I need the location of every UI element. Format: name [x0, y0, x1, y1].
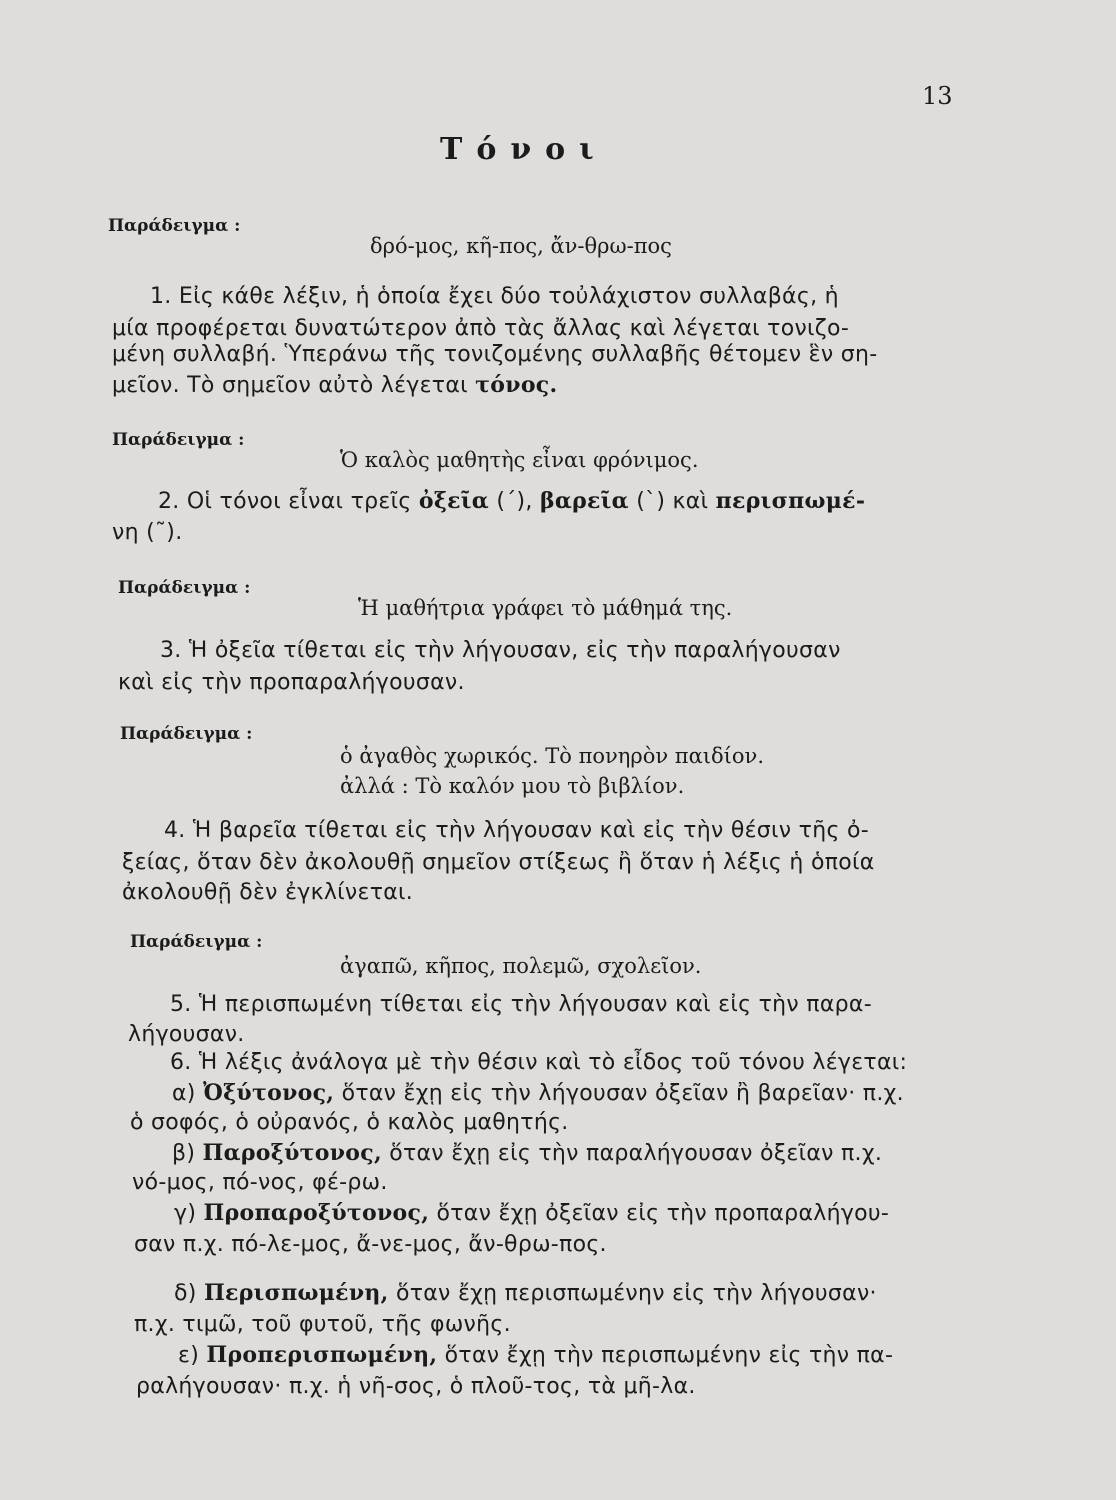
- example-label: Παράδειγμα :: [130, 932, 263, 952]
- rule-5-line-1: 5. Ἡ περισπωμένη τίθεται εἰς τὴν λήγουσαν καὶ εἰς τὴν παρα-: [170, 992, 872, 1017]
- item-a-line-2: ὁ σοφός, ὁ οὐρανός, ὁ καλὸς μαθητής.: [130, 1110, 569, 1135]
- example-label: Παράδειγμα :: [118, 578, 251, 598]
- term-oxytonos: Ὀξύτονος,: [202, 1080, 335, 1106]
- example-text: Ὁ καλὸς μαθητὴς εἶναι φρόνιμος.: [340, 448, 699, 472]
- rule-3-line-1: 3. Ἡ ὀξεῖα τίθεται εἰς τὴν λήγουσαν, εἰς τὴν παραλήγουσαν: [160, 638, 841, 663]
- term-properispomeni: Προπερισπωμένη,: [206, 1342, 438, 1368]
- item-e-line-2: ραλήγουσαν· π.χ. ἡ νῆ-σος, ὁ πλοῦ-τος, τὰ μῆ-λα.: [136, 1374, 696, 1399]
- example-text: ὁ ἀγαθὸς χωρικός. Τὸ πονηρὸν παιδίον.: [340, 744, 764, 768]
- rule-1-line-1: 1. Εἰς κάθε λέξιν, ἡ ὁποία ἔχει δύο τοὐλάχιστον συλλαβάς, ἡ: [150, 284, 839, 309]
- example-label: Παράδειγμα :: [112, 430, 245, 450]
- item-e-marker: ε): [178, 1343, 200, 1368]
- rule-2-text: 2. Οἱ τόνοι εἶναι τρεῖς: [158, 489, 412, 514]
- item-c-line-2: σαν π.χ. πό-λε-μος, ἄ-νε-μος, ἄν-θρω-πος.: [134, 1232, 607, 1257]
- item-a-line-1: [172, 1080, 904, 1106]
- term-vareia: βαρεῖα: [539, 488, 629, 514]
- example-text: Ἡ μαθήτρια γράφει τὸ μάθημά της.: [358, 596, 733, 620]
- item-a-marker: α): [172, 1081, 196, 1106]
- item-b-line-2: νό-μος, πό-νος, φέ-ρω.: [132, 1170, 388, 1195]
- term-tonos: τόνος.: [475, 372, 558, 398]
- item-d-marker: δ): [174, 1281, 197, 1306]
- item-c-marker: γ): [174, 1201, 197, 1226]
- rule-1-text: μεῖον. Τὸ σημεῖον αὐτὸ λέγεται: [112, 373, 468, 398]
- rule-1-line-2: μία προφέρεται δυνατώτερον ἀπὸ τὰς ἄλλας καὶ λέγεται τονιζο-: [112, 316, 850, 341]
- item-c-text: ὅταν ἔχῃ ὀξεῖαν εἰς τὴν προπαραλήγου-: [436, 1201, 890, 1226]
- item-b-text: ὅταν ἔχῃ εἰς τὴν παραλήγουσαν ὀξεῖαν π.χ.: [389, 1141, 883, 1166]
- page-number: 13: [922, 82, 953, 110]
- rule-2-mark-vareia: (`) καὶ: [636, 489, 709, 514]
- page-title: Τόνοι: [440, 132, 608, 167]
- rule-2-line-2: νη (῀).: [112, 520, 183, 545]
- item-c-line-1: [174, 1200, 889, 1226]
- rule-3-line-2: καὶ εἰς τὴν προπαραλήγουσαν.: [118, 670, 465, 695]
- rule-2-line-1: [158, 488, 865, 514]
- example-text: ἀγαπῶ, κῆπος, πολεμῶ, σχολεῖον.: [340, 954, 702, 978]
- item-b-marker: β): [172, 1141, 196, 1166]
- rule-2-mark-oxeia: (΄),: [496, 489, 533, 514]
- rule-4-line-3: ἀκολουθῇ δὲν ἐγκλίνεται.: [122, 880, 414, 905]
- rule-1-line-3: μένη συλλαβή. Ὑπεράνω τῆς τονιζομένης συλλαβῆς θέτομεν ἓν ση-: [112, 342, 878, 367]
- example-text: ἀλλά : Τὸ καλόν μου τὸ βιβλίον.: [340, 774, 685, 798]
- item-a-text: ὅταν ἔχῃ εἰς τὴν λήγουσαν ὀξεῖαν ἢ βαρεῖαν· π.χ.: [341, 1081, 904, 1106]
- term-paroxytonos: Παροξύτονος,: [202, 1140, 382, 1166]
- rule-5-line-2: λήγουσαν.: [128, 1022, 245, 1047]
- item-b-line-1: [172, 1140, 882, 1166]
- term-oxeia: ὀξεῖα: [418, 488, 490, 514]
- item-d-line-1: [174, 1280, 877, 1306]
- example-label: Παράδειγμα :: [108, 216, 241, 236]
- rule-4-line-1: 4. Ἡ βαρεῖα τίθεται εἰς τὴν λήγουσαν καὶ εἰς τὴν θέσιν τῆς ὀ-: [164, 818, 869, 843]
- example-text: δρό-μος, κῆ-πος, ἄν-θρω-πος: [370, 234, 672, 258]
- rule-6-line-1: 6. Ἡ λέξις ἀνάλογα μὲ τὴν θέσιν καὶ τὸ εἶδος τοῦ τόνου λέγεται:: [170, 1050, 908, 1075]
- rule-4-line-2: ξείας, ὅταν δὲν ἀκολουθῇ σημεῖον στίξεως ἢ ὅταν ἡ λέξις ἡ ὁποία: [122, 850, 875, 875]
- item-e-text: ὅταν ἔχῃ τὴν περισπωμένην εἰς τὴν πα-: [444, 1343, 894, 1368]
- term-perispomeni: περισπωμέ-: [715, 488, 866, 514]
- item-e-line-1: [178, 1342, 893, 1368]
- term-perispomeni: Περισπωμένη,: [203, 1280, 389, 1306]
- example-label: Παράδειγμα :: [120, 724, 253, 744]
- term-proparoxytonos: Προπαροξύτονος,: [203, 1200, 430, 1226]
- item-d-line-2: π.χ. τιμῶ, τοῦ φυτοῦ, τῆς φωνῆς.: [134, 1312, 511, 1337]
- item-d-text: ὅταν ἔχῃ περισπωμένην εἰς τὴν λήγουσαν·: [395, 1281, 877, 1306]
- rule-1-line-4: [112, 372, 557, 398]
